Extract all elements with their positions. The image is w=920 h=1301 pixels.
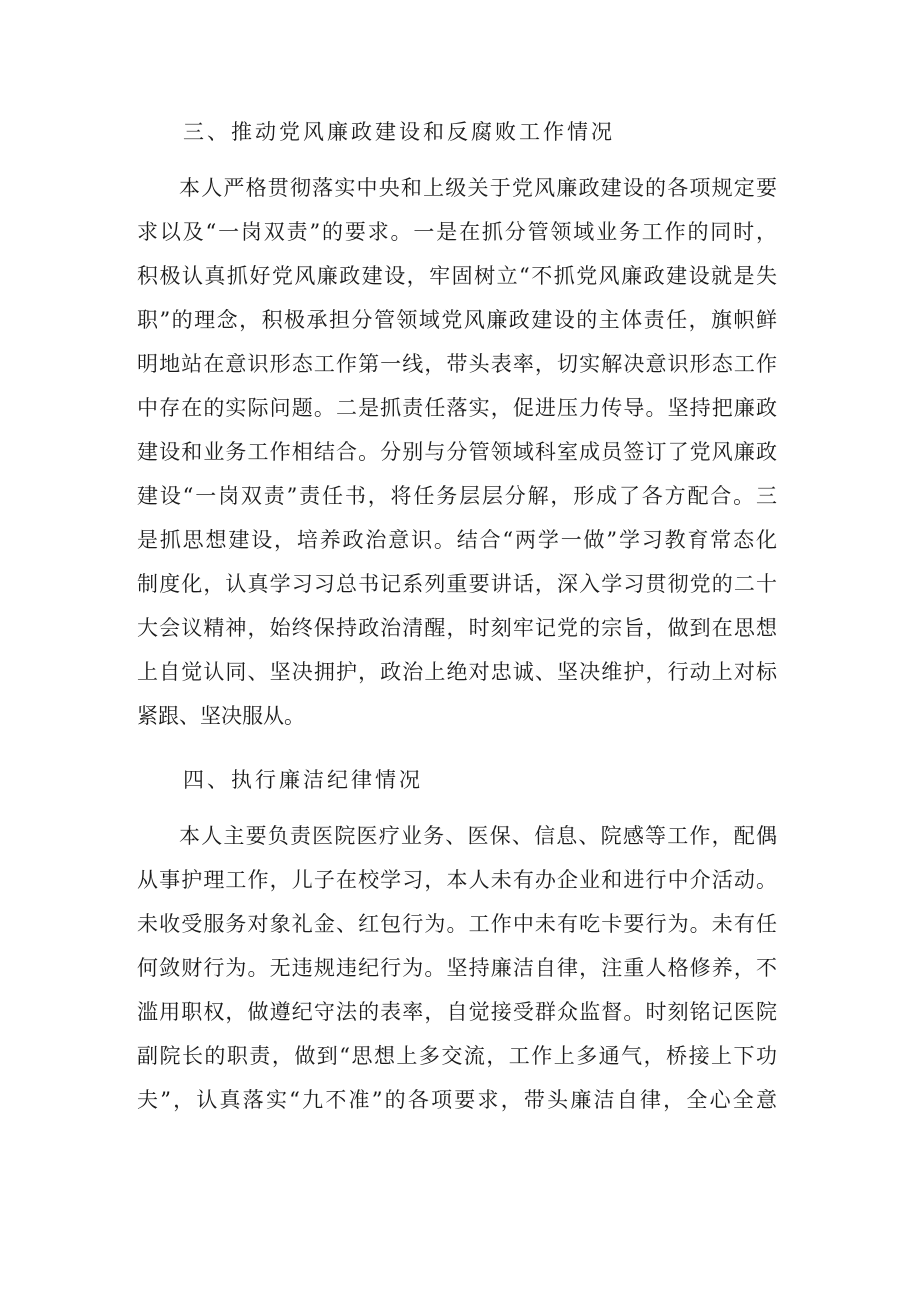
section-4-line-4: 何敛财行为。无违规违纪行为。坚持廉洁自律，注重人格修养，不 (137, 956, 777, 980)
section-3-line-5: 明地站在意识形态工作第一线，带头表率，切实解决意识形态工作 (137, 352, 777, 376)
section-3-line-4: 职”的理念，积极承担分管领域党风廉政建设的主体责任，旗帜鲜 (137, 308, 777, 332)
section-3-line-9: 是抓思想建设，培养政治意识。结合“两学一做”学习教育常态化 (137, 528, 777, 552)
section-4-heading: 四、执行廉洁纪律情况 (183, 768, 423, 792)
section-4-line-7: 夫”，认真落实“九不准”的各项要求，带头廉洁自律，全心全意 (137, 1088, 777, 1112)
section-3-line-6: 中存在的实际问题。二是抓责任落实，促进压力传导。坚持把廉政 (137, 396, 777, 420)
section-4-line-5: 滥用职权，做遵纪守法的表率，自觉接受群众监督。时刻铭记医院 (137, 1000, 777, 1024)
section-3-line-10: 制度化，认真学习习总书记系列重要讲话，深入学习贯彻党的二十 (137, 572, 777, 596)
section-3-line-13: 紧跟、坚决服从。 (137, 704, 305, 728)
section-4-line-1: 本人主要负责医院医疗业务、医保、信息、院感等工作，配偶 (179, 824, 777, 848)
section-3-line-11: 大会议精神，始终保持政治清醒，时刻牢记党的宗旨，做到在思想 (137, 616, 777, 640)
section-3-line-1: 本人严格贯彻落实中央和上级关于党风廉政建设的各项规定要 (179, 176, 777, 200)
section-3-line-8: 建设“一岗双责”责任书，将任务层层分解，形成了各方配合。三 (137, 484, 777, 508)
section-3-line-2: 求以及“一岗双责”的要求。一是在抓分管领域业务工作的同时， (137, 220, 777, 244)
section-3-line-12: 上自觉认同、坚决拥护，政治上绝对忠诚、坚决维护，行动上对标 (137, 660, 777, 684)
section-4-line-3: 未收受服务对象礼金、红包行为。工作中未有吃卡要行为。未有任 (137, 912, 777, 936)
section-4-line-2: 从事护理工作，儿子在校学习，本人未有办企业和进行中介活动。 (137, 868, 777, 892)
section-4-line-6: 副院长的职责，做到“思想上多交流，工作上多通气，桥接上下功 (137, 1044, 777, 1068)
section-3-line-7: 建设和业务工作相结合。分别与分管领域科室成员签订了党风廉政 (137, 440, 777, 464)
section-3-line-3: 积极认真抓好党风廉政建设，牢固树立“不抓党风廉政建设就是失 (137, 264, 777, 288)
section-3-heading: 三、推动党风廉政建设和反腐败工作情况 (183, 120, 615, 144)
